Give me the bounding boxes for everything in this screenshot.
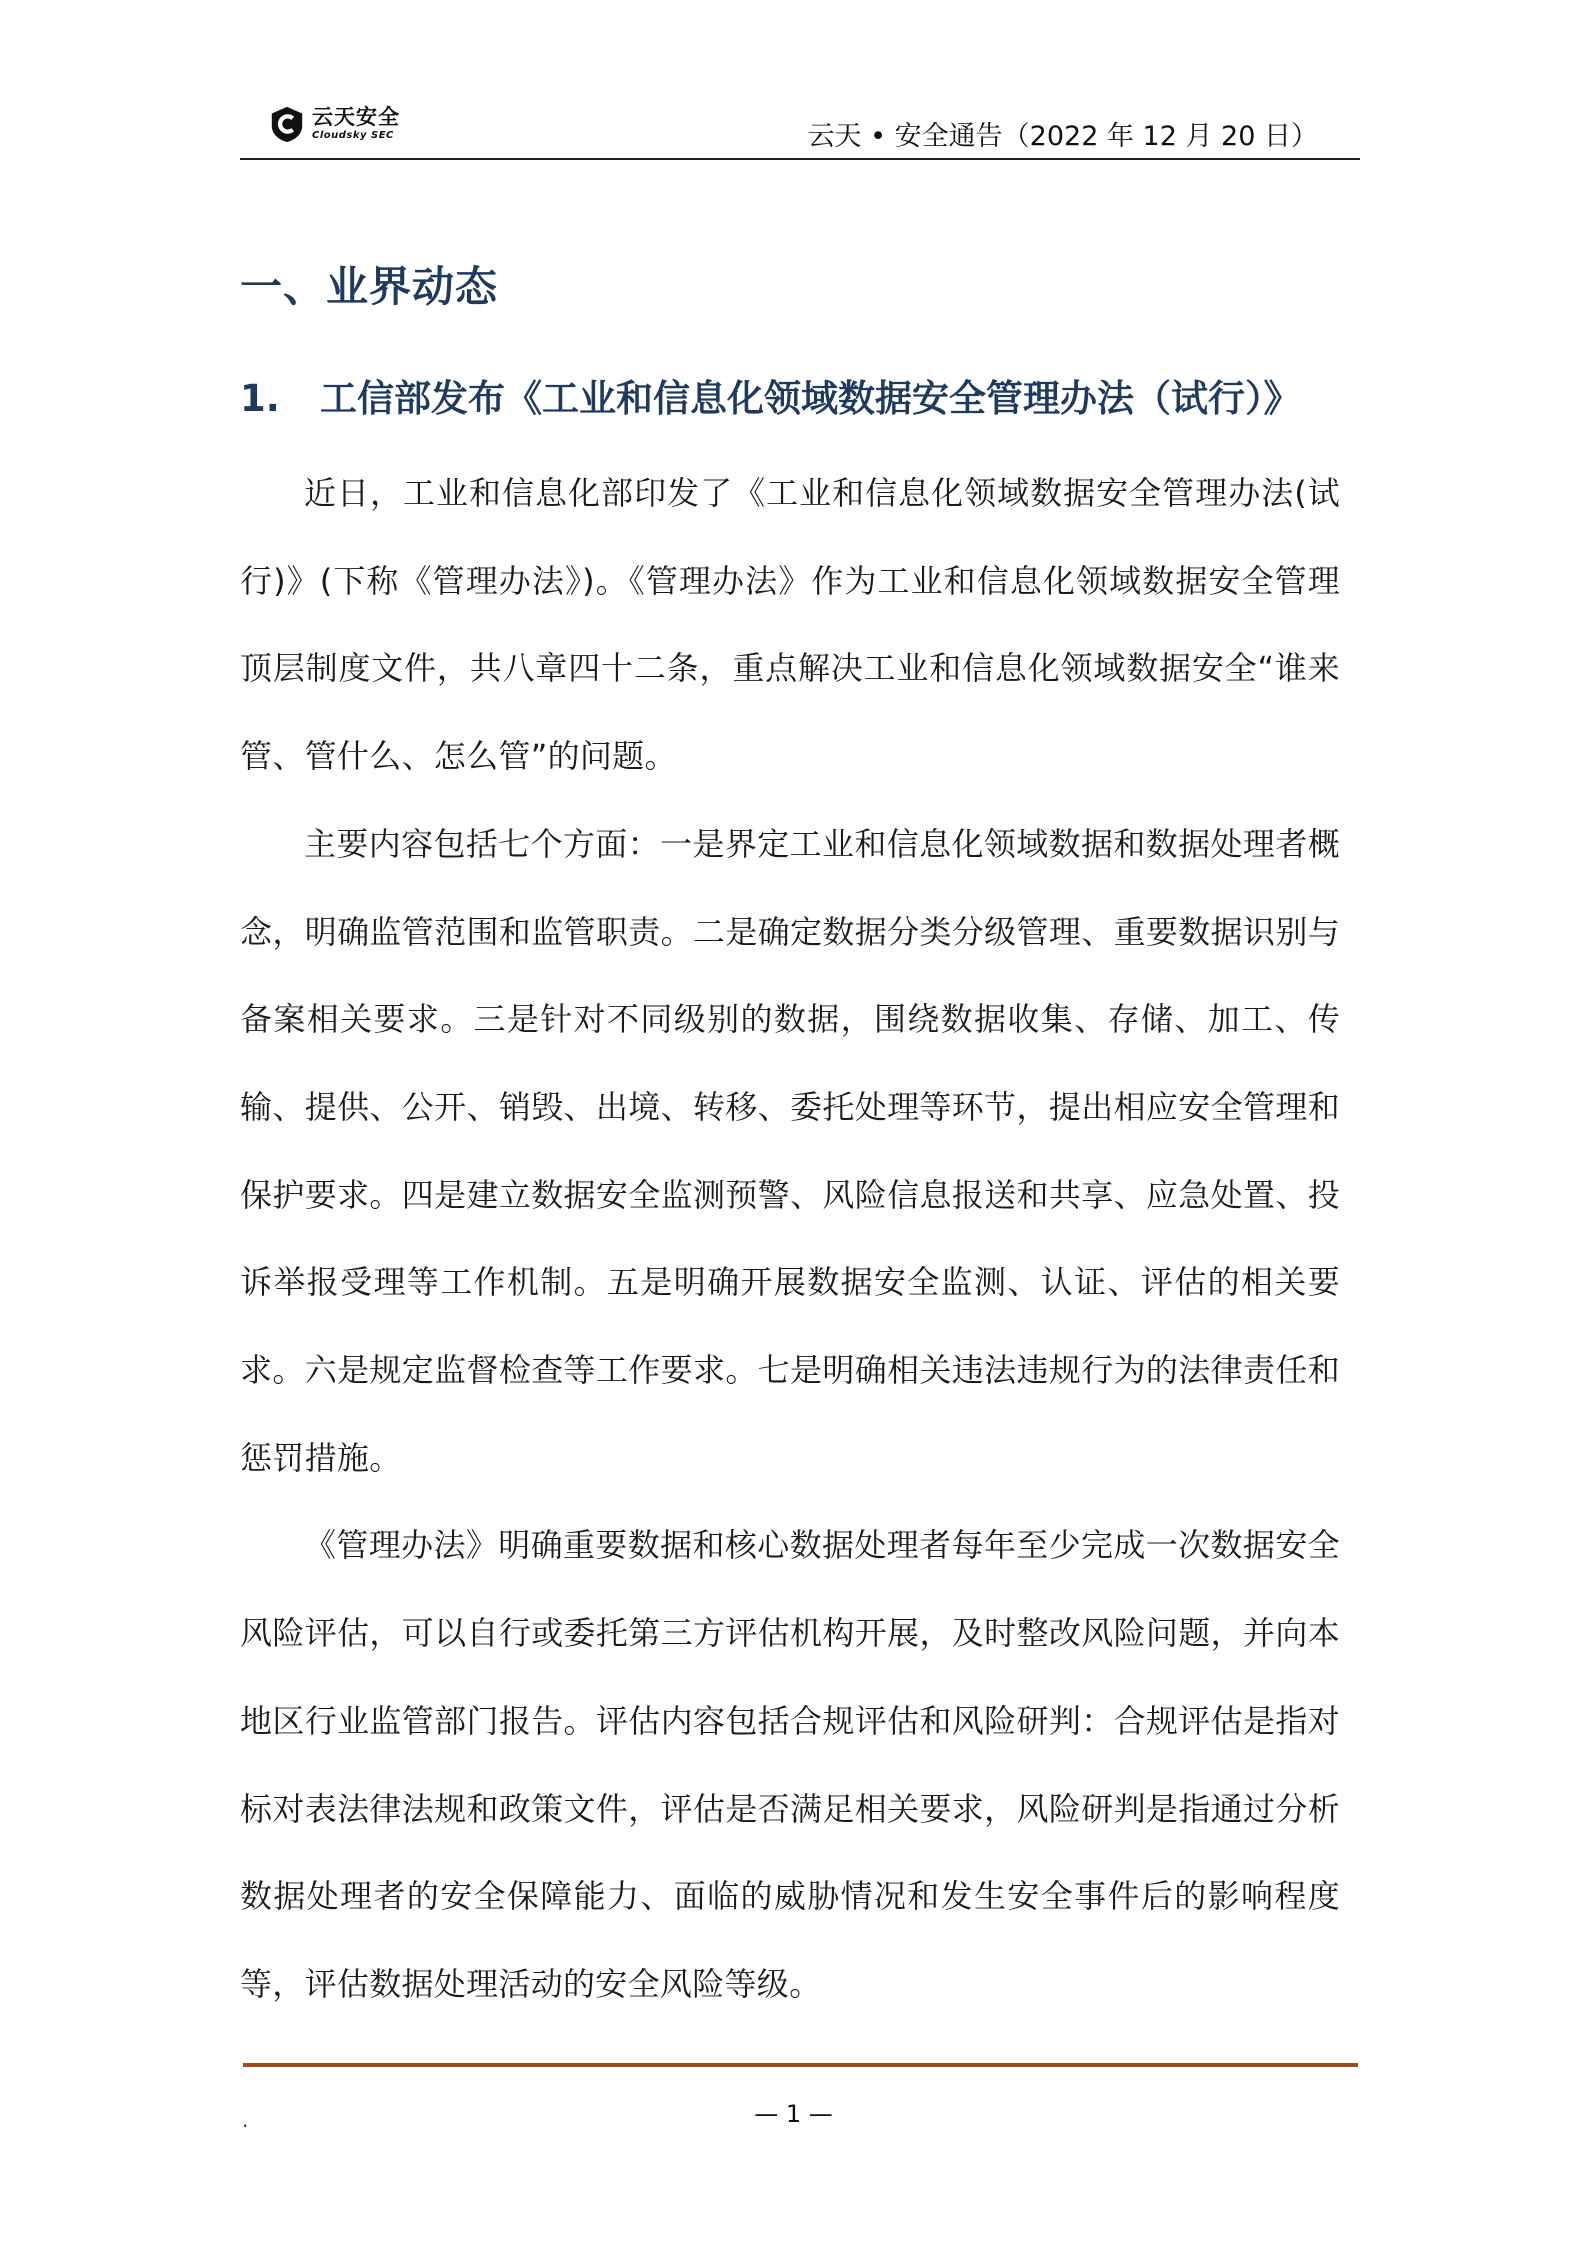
article-number: 1. (240, 377, 280, 420)
shield-logo-icon (268, 105, 306, 143)
article-body (240, 450, 1340, 2029)
logo-english-name: Cloudsky SEC (312, 130, 394, 141)
paragraph: 主要内容包括七个方面：一是界定工业和信息化领域数据和数据处理者概念，明确监管范围和监管职责。二是确定数据分类分级管理、重要数据识别与备案相关要求。三是针对不同级别的数据，围绕数据收集、存储、加工、传输、提供、公开、销毁、出境、转移、委托处理等环节，提出相应安全管理和保护要求。四是建立数据安全监测预警、风险信息报送和共享、应急处置、投诉举报受理等工作机制。五是明确开展数据安全监测、认证、评估的相关要求。六是规定监督检查等工作要求。七是明确相关违法违规行为的法律责任和惩罚措施。 (240, 824, 1340, 1477)
article-title: 工信部发布《工业和信息化领域数据安全管理办法（试行）》 (320, 377, 1301, 420)
section-heading: 一、业界动态 (240, 262, 499, 311)
page-number: — 1 — (754, 2100, 833, 2128)
footer-mark: . (242, 2108, 249, 2132)
footer-divider (243, 2063, 1358, 2067)
paragraph: 近日，工业和信息化部印发了《工业和信息化领域数据安全管理办法(试行)》(下称《管理办法》)。《管理办法》作为工业和信息化领域数据安全管理顶层制度文件，共八章四十二条，重点解决工业和信息化领域数据安全“谁来管、管什么、怎么管”的问题。 (240, 474, 1340, 776)
article-heading (240, 368, 1301, 422)
logo-chinese-name: 云天安全 (312, 105, 400, 129)
company-logo (268, 100, 400, 148)
paragraph: 《管理办法》明确重要数据和核心数据处理者每年至少完成一次数据安全风险评估，可以自行或委托第三方评估机构开展，及时整改风险问题，并向本地区行业监管部门报告。评估内容包括合规评估和风险研判：合规评估是指对标对表法律法规和政策文件，评估是否满足相关要求，风险研判是指通过分析数据处理者的安全保障能力、面临的威胁情况和发生安全事件后的影响程度等，评估数据处理活动的安全风险等级。 (240, 1526, 1340, 2003)
bulletin-title: 云天 • 安全通告（2022 年 12 月 20 日） (807, 121, 1318, 152)
page-header (240, 96, 1360, 160)
